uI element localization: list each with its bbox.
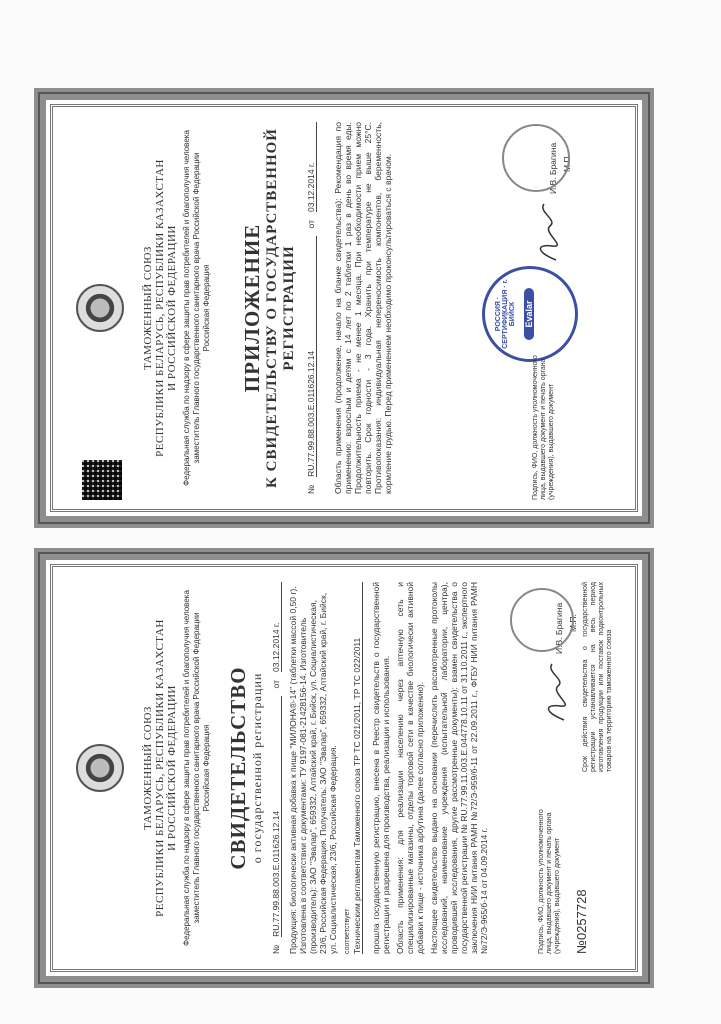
org-line2: РЕСПУБЛИКИ БЕЛАРУСЬ, РЕСПУБЛИКИ КАЗАХСТАН xyxy=(154,159,166,457)
stamp-center: Evalar xyxy=(524,288,534,340)
annex-scope: Область применения (продолжение, начало на бланке свидетельства): Рекомендация по применению: взрослым и детям с 14 лет по 2 таблетки 1 раз в день во время еды. Продолжительность приема - не менее 1 месяца. При необходимости прием можно повторить. Срок годности - 3 года. Хранить при температуре не выше 25°С. Противопоказания: индивидуальная непереносимость компонентов, беременность, кормление грудью. Перед применением необходимо проконсультироваться с врачом. xyxy=(333,122,393,494)
cert-date-label: от xyxy=(271,680,281,689)
annex-content xyxy=(62,104,622,512)
blue-stamp xyxy=(482,266,578,362)
validity-text: Срок действия свидетельства о государственной регистрации устанавливается на весь период изготовления продукции или поставок подконтрольных товаров на территорию таможенного союза xyxy=(582,582,613,772)
cert-subtitle: о государственной регистрации xyxy=(250,672,264,864)
cert-sign-caption: Подпись, ФИО, должность уполномоченного лица, выдавшего документ и печать органа (учреждения), выдавшего документ xyxy=(538,809,561,954)
cert-agency-country: Российская Федерация xyxy=(202,724,211,812)
eurasec-logo xyxy=(76,284,124,332)
annex-number-label: № xyxy=(306,484,316,494)
eurasec-logo-2 xyxy=(76,744,124,792)
annex-sign-caption: Подпись, ФИО, должность уполномоченного лица, выдавшего документ и печать органа (учреждения), выдавшего документ xyxy=(532,355,555,500)
org-line1: ТАМОЖЕННЫЙ СОЮЗ xyxy=(142,246,154,370)
conform-text: Техническим регламентам Таможенного союза ТР ТС 021/2011, ТР ТС 022/2011 xyxy=(352,582,363,954)
cert-scope: Область применения: для реализации населению через аптечную сеть и специализированные магазины, отделы торговой сети в качестве биологически активной добавки к пище - источника арбутина (далее согласно приложению). xyxy=(395,582,425,954)
cert-org-line1: ТАМОЖЕННЫЙ СОЮЗ xyxy=(142,706,154,830)
product-label: Продукция: xyxy=(288,909,298,954)
cert-number-label: № xyxy=(271,944,281,954)
cert-signer: И.В. Брагина xyxy=(554,602,564,654)
gray-seal xyxy=(502,124,570,192)
annex-date: 03.12.2014 г. xyxy=(306,122,317,212)
annex-sheet xyxy=(34,88,654,528)
certificate-sheet xyxy=(34,548,654,988)
annex-title: ПРИЛОЖЕНИЕ xyxy=(240,223,264,393)
org-line3: И РОССИЙСКОЙ ФЕДЕРАЦИИ xyxy=(166,225,178,391)
passed-text: прошла государственную регистрацию, внесена в Реестр свидетельств о государственной регистрации и разрешена для производства, реализации и использования. xyxy=(371,582,391,954)
annex-signature xyxy=(532,202,562,262)
annex-number: RU.77.99.88.003.Е.011626.12.14 xyxy=(306,236,317,476)
cert-number: RU.77.99.88.003.Е.011626.12.14 xyxy=(271,696,282,936)
cert-signature xyxy=(540,662,570,722)
annex-mp: М.П. xyxy=(562,154,572,172)
agency-text: Федеральная служба по надзору в сфере защиты прав потребителей и благополучия человека заместитель Главного государственного санитарного врача Российской Федерации xyxy=(182,130,201,486)
cert-agency-text: Федеральная служба по надзору в сфере защиты прав потребителей и благополучия человека заместитель Главного государственного санитарного врача Российской Федерации xyxy=(182,590,201,946)
blank-number: №0257728 xyxy=(574,889,589,954)
basis-text: Настоящее свидетельство выдано на основании (перечислить рассмотренные протоколы исследований, наименование учреждения (испытательной лаборатории, центра), проводившей исследования, другие рассмотренные документы): взамен свидетельства о государственной регистрации № RU.77.99.11.003.Е.044778.10.11 от 31.10.2011 г., экспертного заключения НИИ питания РАМН №72/Э-959/б-11 от 22.09.2011 г., ФГБУ НИИ питания РАМН №72/Э-965/б-14 от 04.09.2014 г. xyxy=(429,582,489,954)
cert-org-line2: РЕСПУБЛИКИ БЕЛАРУСЬ, РЕСПУБЛИКИ КАЗАХСТАН xyxy=(154,619,166,917)
product-text: биологически активная добавка к пище "МИЛОНА®-14" (таблетки массой 0,50 г). Изготовлена в соответствии с документами: ТУ 9197-081-21428156-14. Изготовитель (производитель): ЗАО "Эвалар", 659332, Алтайский край, г. Бийск, ул. Социалистическая, 23/6, Российская Федерация. Получатель: ЗАО "Эвалар", 659332, Алтайский край, г. Бийск, ул. Социалистическая, 23/6, Российская Федерация. xyxy=(288,586,338,954)
cert-date: 03.12.2014 г. xyxy=(271,582,282,672)
certificate-content xyxy=(62,564,622,972)
cert-title: СВИДЕТЕЛЬСТВО xyxy=(226,666,250,870)
stamp-ring-text: РОССИЯ · СЕРТИФИКАЦИЯ · г. БИЙСК xyxy=(495,279,516,349)
qr-code xyxy=(82,460,122,500)
gray-seal-2 xyxy=(510,588,574,652)
cert-org-line3: И РОССИЙСКОЙ ФЕДЕРАЦИИ xyxy=(166,685,178,851)
annex-signer: И.В. Брагина xyxy=(548,142,558,194)
cert-mp: М.П. xyxy=(568,614,578,632)
agency-country: Российская Федерация xyxy=(202,264,211,352)
conform-label: соответствует xyxy=(344,908,351,954)
annex-date-label: от xyxy=(306,220,316,229)
annex-subtitle: К СВИДЕТЕЛЬСТВУ О ГОСУДАРСТВЕННОЙ РЕГИСТРАЦИИ xyxy=(264,128,297,488)
